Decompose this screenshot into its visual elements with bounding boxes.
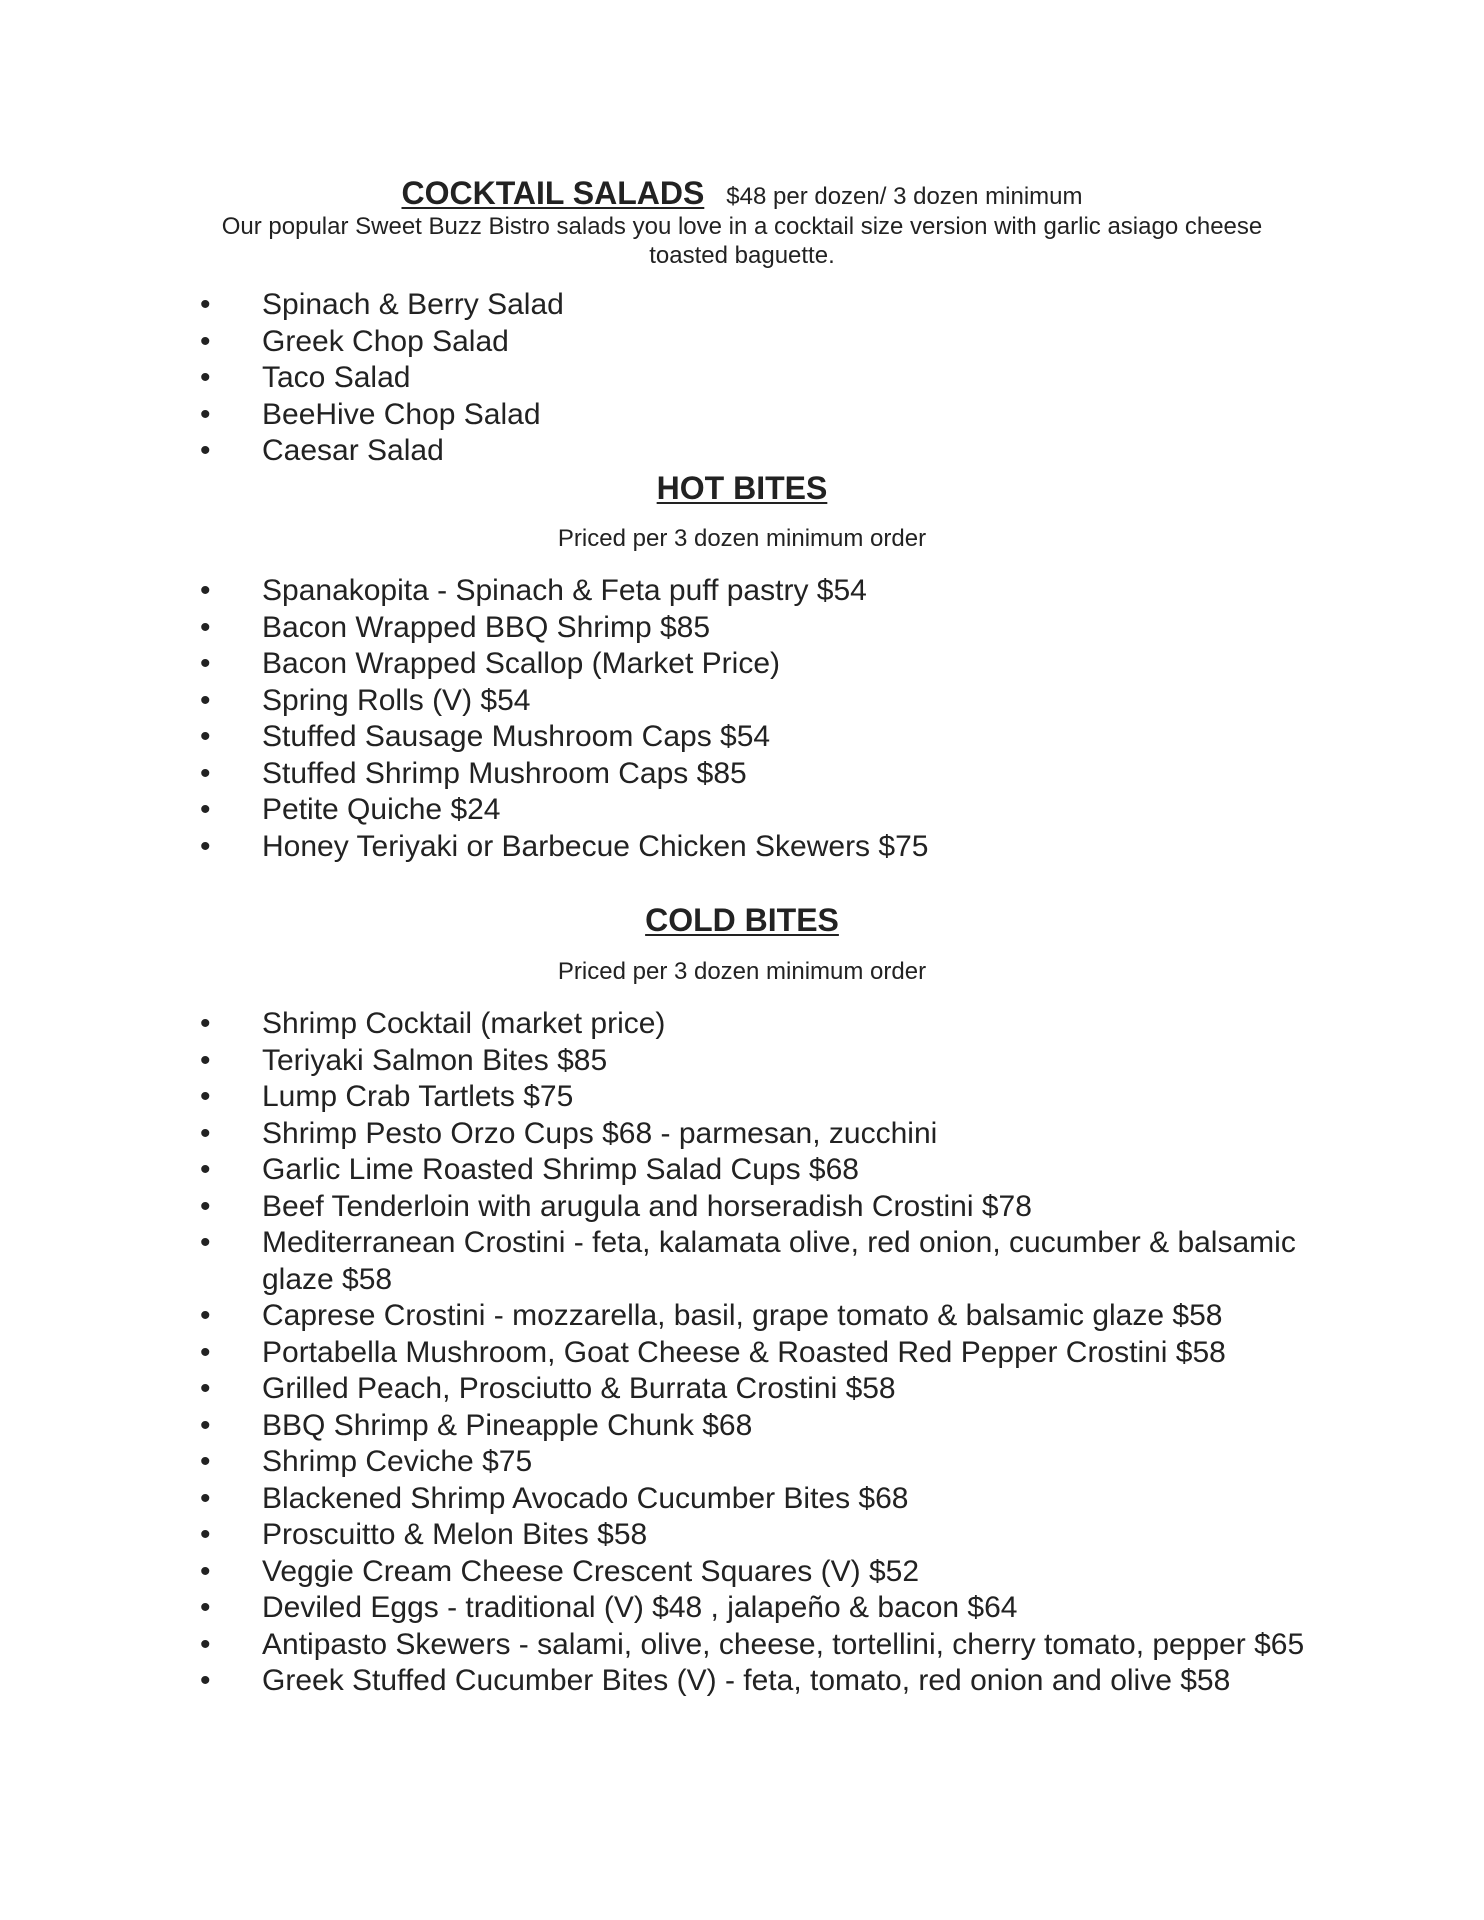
cold-bites-title: COLD BITES: [645, 902, 839, 938]
menu-item-text: Caesar Salad: [262, 434, 444, 467]
list-item: [200, 610, 1320, 647]
menu-item-text: Stuffed Shrimp Mushroom Caps $85: [262, 756, 747, 790]
list-item: [200, 1043, 1320, 1080]
bullet-icon: •: [200, 1372, 211, 1405]
menu-item-text: Spanakopita - Spinach & Feta puff pastry $54: [262, 574, 867, 607]
menu-item-text: Greek Chop Salad: [262, 324, 509, 358]
hot-bites-title: HOT BITES: [656, 470, 828, 506]
list-item: [200, 324, 1320, 361]
bullet-icon: •: [200, 1080, 211, 1113]
cocktail-salads-pricing: $48 per dozen/ 3 dozen minimum: [726, 183, 1083, 210]
list-item: [200, 1298, 1320, 1335]
bullet-icon: •: [200, 1335, 211, 1369]
menu-item-text: BBQ Shrimp & Pineapple Chunk $68: [262, 1408, 753, 1442]
list-item: [200, 1335, 1320, 1372]
bullet-icon: •: [200, 756, 211, 790]
list-item: [200, 1554, 1320, 1591]
list-item: [200, 1408, 1320, 1445]
bullet-icon: •: [200, 1116, 211, 1150]
menu-item-text: Caprese Crostini - mozzarella, basil, grape tomato & balsamic glaze $58: [262, 1299, 1223, 1332]
hot-bites-note: Priced per 3 dozen minimum order: [557, 525, 927, 552]
menu-item-text: Garlic Lime Roasted Shrimp Salad Cups $68: [262, 1153, 859, 1186]
list-item: [200, 1663, 1320, 1700]
list-item: [200, 1517, 1320, 1554]
bullet-icon: •: [200, 610, 211, 644]
menu-item-text: Spinach & Berry Salad: [262, 288, 564, 321]
list-item: [200, 1079, 1320, 1116]
bullet-icon: •: [200, 647, 211, 680]
list-item: [200, 573, 1320, 610]
list-item: [200, 683, 1320, 720]
list-item: [200, 792, 1320, 829]
menu-item-text: Shrimp Pesto Orzo Cups $68 - parmesan, zucchini: [262, 1116, 938, 1150]
bullet-icon: •: [200, 1554, 211, 1588]
menu-item-text: Spring Rolls (V) $54: [262, 683, 531, 717]
menu-item-text: Honey Teriyaki or Barbecue Chicken Skewers $75: [262, 829, 929, 863]
menu-item-text: BeeHive Chop Salad: [262, 397, 541, 431]
list-item: [200, 360, 1320, 397]
menu-item-text: Lump Crab Tartlets $75: [262, 1080, 574, 1113]
menu-item-text: Mediterranean Crostini - feta, kalamata olive, red onion, cucumber & balsamic glaze $58: [262, 1226, 1296, 1296]
menu-item-text: Portabella Mushroom, Goat Cheese & Roasted Red Pepper Crostini $58: [262, 1335, 1226, 1369]
list-item: [200, 719, 1320, 756]
menu-item-text: Antipasto Skewers - salami, olive, cheese, tortellini, cherry tomato, pepper $65: [262, 1627, 1305, 1661]
list-item: [200, 756, 1320, 793]
list-item: [200, 1444, 1320, 1481]
bullet-icon: •: [200, 397, 211, 431]
bullet-icon: •: [200, 1591, 211, 1624]
list-item: [200, 433, 1320, 470]
bullet-icon: •: [200, 288, 211, 321]
cold-bites-note: Priced per 3 dozen minimum order: [557, 958, 927, 985]
bullet-icon: •: [200, 361, 211, 394]
list-item: [200, 829, 1320, 866]
list-item: [200, 1590, 1320, 1627]
list-item: [200, 1006, 1320, 1043]
menu-item-text: Blackened Shrimp Avocado Cucumber Bites $68: [262, 1481, 909, 1515]
list-item: [200, 1189, 1320, 1226]
cocktail-salads-title: COCKTAIL SALADS: [401, 175, 705, 211]
cold-bites-list: [200, 1006, 1320, 1700]
list-item: [200, 287, 1320, 324]
bullet-icon: •: [200, 1518, 211, 1551]
menu-item-text: Shrimp Ceviche $75: [262, 1445, 533, 1478]
menu-item-text: Stuffed Sausage Mushroom Caps $54: [262, 720, 771, 753]
menu-item-text: Shrimp Cocktail (market price): [262, 1007, 666, 1040]
list-item: [200, 1627, 1320, 1664]
menu-item-text: Proscuitto & Melon Bites $58: [262, 1518, 648, 1551]
bullet-icon: •: [200, 574, 211, 607]
list-item: [200, 1481, 1320, 1518]
bullet-icon: •: [200, 1007, 211, 1040]
bullet-icon: •: [200, 1408, 211, 1442]
bullet-icon: •: [200, 1664, 211, 1697]
bullet-icon: •: [200, 829, 211, 863]
hot-bites-list: [200, 573, 1320, 865]
bullet-icon: •: [200, 434, 211, 467]
menu-item-text: Bacon Wrapped Scallop (Market Price): [262, 647, 780, 680]
list-item: [200, 397, 1320, 434]
bullet-icon: •: [200, 1043, 211, 1077]
list-item: [200, 1225, 1320, 1298]
bullet-icon: •: [200, 1481, 211, 1515]
list-item: [200, 1152, 1320, 1189]
list-item: [200, 1116, 1320, 1153]
bullet-icon: •: [200, 1189, 211, 1223]
cocktail-salads-description: Our popular Sweet Buzz Bistro salads you love in a cocktail size version with garlic asiago cheese toasted baguette.: [221, 213, 1263, 269]
menu-item-text: Deviled Eggs - traditional (V) $48 , jalapeño & bacon $64: [262, 1591, 1018, 1624]
bullet-icon: •: [200, 1445, 211, 1478]
bullet-icon: •: [200, 324, 211, 358]
menu-item-text: Veggie Cream Cheese Crescent Squares (V) $52: [262, 1554, 920, 1588]
bullet-icon: •: [200, 1226, 211, 1259]
cocktail-salads-header: [0, 173, 1484, 217]
menu-item-text: Teriyaki Salmon Bites $85: [262, 1043, 608, 1077]
bullet-icon: •: [200, 1299, 211, 1332]
list-item: [200, 646, 1320, 683]
bullet-icon: •: [200, 720, 211, 753]
menu-item-text: Grilled Peach, Prosciutto & Burrata Crostini $58: [262, 1372, 896, 1405]
menu-item-text: Bacon Wrapped BBQ Shrimp $85: [262, 610, 711, 644]
menu-item-text: Taco Salad: [262, 361, 411, 394]
bullet-icon: •: [200, 1627, 211, 1661]
menu-item-text: Beef Tenderloin with arugula and horseradish Crostini $78: [262, 1189, 1032, 1223]
bullet-icon: •: [200, 793, 211, 826]
menu-item-text: Greek Stuffed Cucumber Bites (V) - feta, tomato, red onion and olive $58: [262, 1664, 1231, 1697]
list-item: [200, 1371, 1320, 1408]
bullet-icon: •: [200, 1153, 211, 1186]
cocktail-salads-list: [200, 287, 1320, 470]
bullet-icon: •: [200, 683, 211, 717]
menu-item-text: Petite Quiche $24: [262, 793, 501, 826]
